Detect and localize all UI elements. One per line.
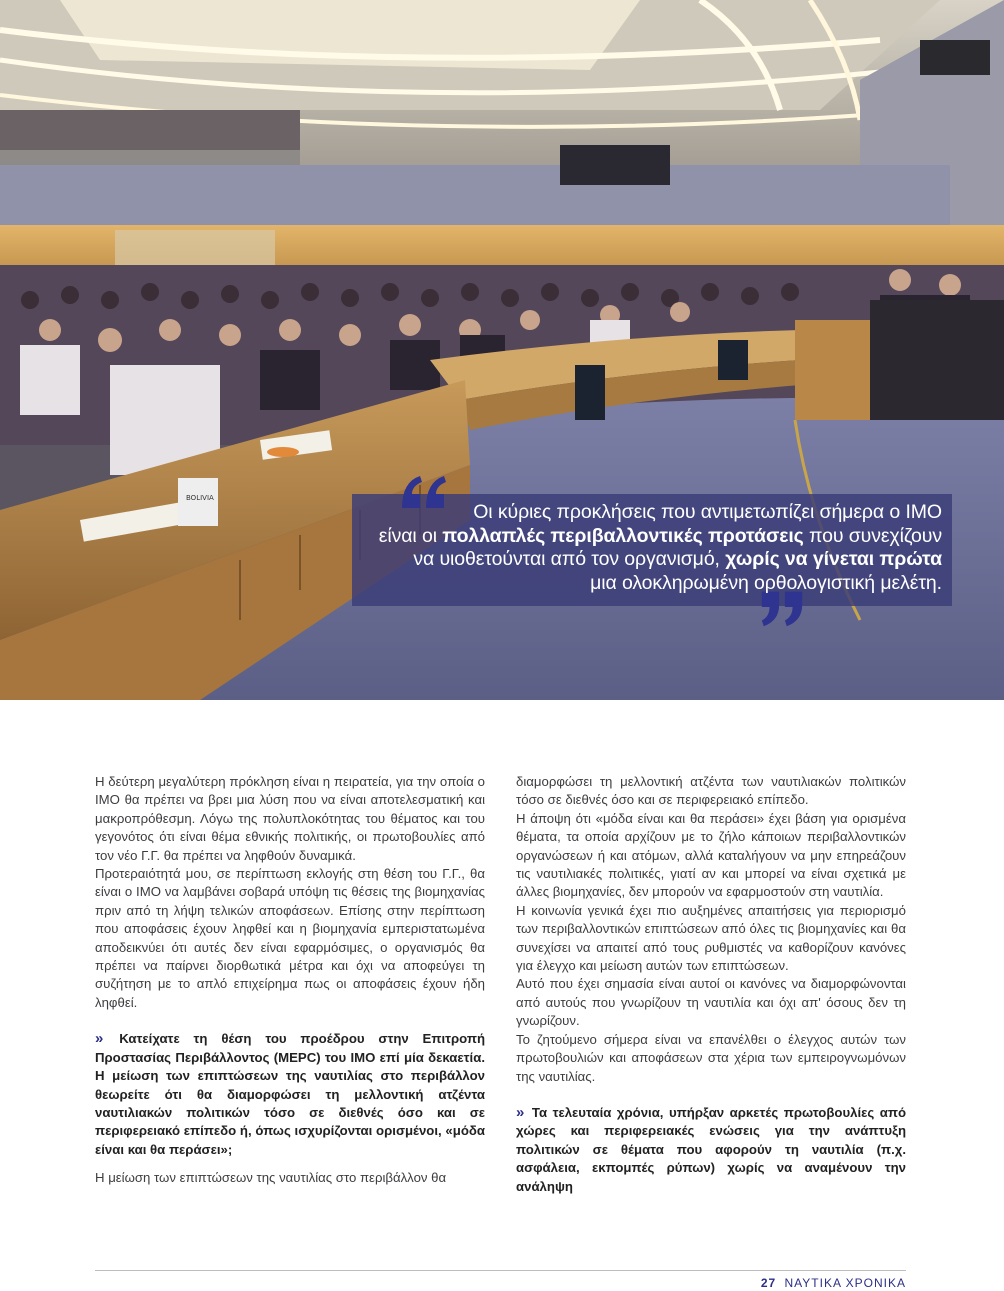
paragraph: Προτεραιότητά μου, σε περίπτωση εκλογής στη θέση του Γ.Γ., θα είναι ο ΙΜΟ να λαμβάνει σοβαρά υπόψη τις θέσεις της βιομηχανίας πριν από τη λήψη τελικών αποφάσεων. Επίσης στην περίπτωση που αποφάσεις έχουν ληφθεί και η βιομηχανία εμπεριστατωμένα αποδεικνύει ότι αυτές δεν είναι εφαρμόσιμες, ο οργανισμός θα πρέπει να παίρνει διορθωτικά μέτρα και όχι να αποφεύγει τη συζήτηση με το απλό επιχείρημα πως οι αποφάσεις έχουν ήδη ληφθεί. (95, 866, 485, 1010)
paragraph: Η δεύτερη μεγαλύτερη πρόκληση είναι η πειρατεία, για την οποία ο ΙΜΟ θα πρέπει να βρει μια λύση που να είναι αποτελεσματική και μακροπρόθεσμη. Λόγω της πολυπλοκότητας του θέματος και του γεγονότος ότι είναι θέμα εθνικής πολιτικής, οι πρωτοβουλίες από τον νέο Γ.Γ. θα πρέπει να ληφθούν δυναμικά. (95, 774, 485, 863)
quote-line-4: μια ολοκληρωμένη ορθολογιστική μελέτη. (590, 571, 942, 594)
quote-line-3: να υιοθετούνται από τον οργανισμό, χωρίς να γίνεται πρώτα (413, 548, 942, 570)
quote-emphasis-2: χωρίς να γίνεται πρώτα (725, 548, 942, 570)
paragraph: Αυτό που έχει σημασία είναι αυτοί οι κανόνες να διαμορφώνονται από αυτούς που γνωρίζουν τη ναυτιλία και όχι απ' όσους δεν τη γνωρίζουν. (516, 976, 906, 1029)
paragraph: διαμορφώσει τη μελλοντική ατζέντα των ναυτιλιακών πολιτικών τόσο σε διεθνές όσο και σε περιφερειακό επίπεδο. (516, 774, 906, 808)
page-footer (761, 1276, 906, 1290)
article-column-right (516, 773, 906, 1196)
article-column-left (95, 773, 485, 1188)
question-marker-icon: » (95, 1030, 104, 1048)
magazine-name: ΝΑΥΤΙΚΑ ΧΡΟΝΙΚΑ (784, 1276, 906, 1290)
page-number: 27 (760, 1276, 777, 1290)
quote-emphasis-1: πολλαπλές περιβαλλοντικές προτάσεις (442, 524, 804, 547)
question-marker-icon: » (516, 1103, 525, 1121)
interview-question: » Τα τελευταία χρόνια, υπήρξαν αρκετές πρωτοβουλίες από χώρες και περιφερειακές ενώσεις για την ανάπτυξη πολιτικών σε θέματα που αφορούν τη ναυτιλία (π.χ. ασφάλεια, εκπομπές ρύπων) χωρίς να αναμένουν την ανάληψη (516, 1103, 907, 1194)
paragraph: Η κοινωνία γενικά έχει πιο αυξημένες απαιτήσεις για περιορισμό των περιβαλλοντικών επιπτώσεων από όλες τις βιομηχανίες και θα συνεχίσει να απαιτεί από τους ρυθμιστές να καθορίζουν κανόνες για έλεγχο και μείωση αυτών των επιπτώσεων. (516, 902, 906, 974)
pull-quote-text (362, 501, 942, 595)
paragraph: Η άποψη ότι «μόδα είναι και θα περάσει» έχει βάση για ορισμένα θέματα, τα οποία αρχίζουν με το ζήλο κάποιων περιβαλλοντικών οργανώσεων ή και ατόμων, αλλά καταλήγουν να μην επηρεάζουν τις ναυτιλιακές πολιτικές, γιατί αν και μπορεί να είναι σχετικά με άλλες βιομηχανίες, δεν μπορούν να εφαρμοστούν στη ναυτιλία. (516, 810, 906, 900)
interview-question: » Κατείχατε τη θέση του προέδρου στην Επιτροπή Προστασίας Περιβάλλοντος (MEPC) του ΙΜΟ επί μία δεκαετία. Η μείωση των επιπτώσεων της ναυτιλίας στο περιβάλλον θεωρείτε ότι θα διαμορφώσει τη μελλοντική ατζέντα ναυτιλιακών πολιτικών τόσο σε διεθνές όσο και σε περιφερειακό επίπεδο ή, όπως ισχυρίζονται ορισμένοι, «μόδα είναι και θα περάσει»; (95, 1030, 486, 1157)
quote-line-2: είναι οι πολλαπλές περιβαλλοντικές προτάσεις που συνεχίζουν (378, 524, 942, 547)
footer-divider (95, 1270, 906, 1271)
nameplate (178, 478, 218, 526)
quote-line-1: Οι κύριες προκλήσεις που αντιμετωπίζει σήμερα ο ΙΜΟ (473, 501, 942, 523)
paragraph: Το ζητούμενο σήμερα είναι να επανέλθει ο έλεγχος αυτών των πρωτοβουλιών και αποφάσεων στα χέρια των εμπειρογνωμόνων της ναυτιλίας. (516, 1031, 906, 1084)
nameplate-text: BOLIVIA (186, 494, 214, 502)
paragraph: Η μείωση των επιπτώσεων της ναυτιλίας στο περιβάλλον θα (95, 1170, 447, 1186)
